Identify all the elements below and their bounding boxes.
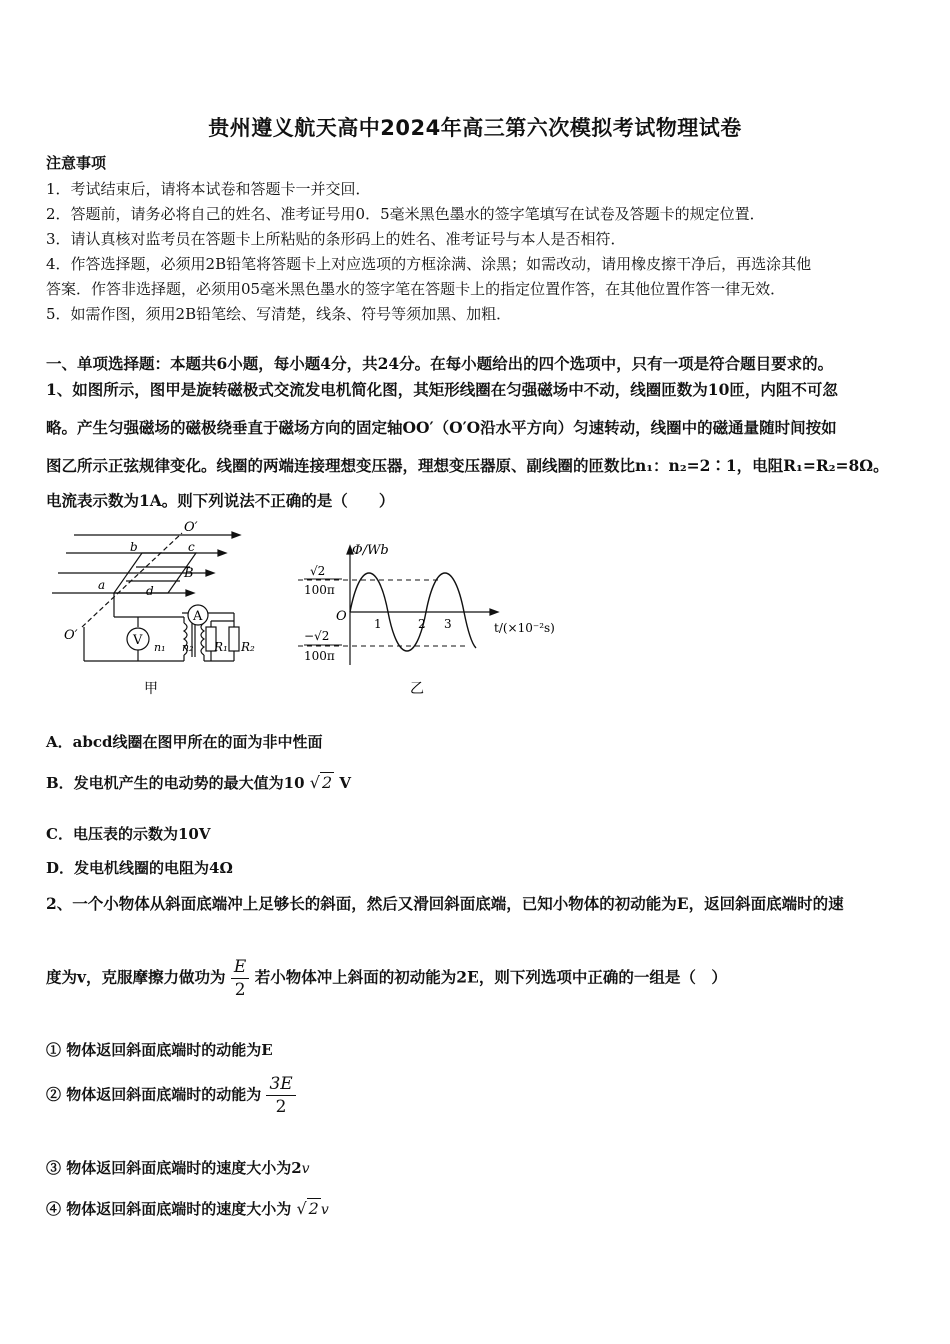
axis-label-bottom: O′ <box>64 628 78 643</box>
page-title: 贵州遵义航天高中2024年高三第六次模拟考试物理试卷 <box>208 116 742 140</box>
fraction: $\frac{3E}{2}$ <box>266 1073 295 1118</box>
note-item: 4．作答选择题，必须用2B铅笔将答题卡上对应选项的方框涂满、涂黑；如需改动，请用橡皮擦干净后，再选涂其他 <box>46 255 812 273</box>
y-max-numerator: √2 <box>310 564 326 578</box>
notes-heading: 注意事项 <box>46 154 107 172</box>
y-axis-label: Φ/Wb <box>352 543 389 558</box>
y-min-numerator: −√2 <box>304 629 330 643</box>
y-max-denominator: 100π <box>304 583 335 597</box>
q1-option-b: B．发电机产生的电动势的最大值为10 √ 2 V <box>46 773 352 792</box>
coil-label-a: a <box>98 578 106 592</box>
origin-label: O <box>336 609 347 624</box>
q1-option-a: A．abcd线圈在图甲所在的面为非中性面 <box>46 733 323 751</box>
q1-line: 1、如图所示，图甲是旋转磁极式交流发电机简化图，其矩形线圈在匀强磁场中不动，线圈匝数为10匝，内阻不可忽 <box>46 380 838 399</box>
generator-circuit-figure <box>46 515 276 705</box>
q1-line: 略。产生匀强磁场的磁极绕垂直于磁场方向的固定轴OO′（O′O沿水平方向）匀速转动，线圈中的磁通量随时间按如 <box>46 418 837 437</box>
primary-turns-label: n₁ <box>154 641 166 654</box>
q2-line: 度为v，克服摩擦力做功为 $\frac{E}{2}$ 若小物体冲上斜面的初动能为2E，则下列选项中正确的一组是（ ） <box>46 957 727 1000</box>
y-min-denominator: 100π <box>304 649 335 663</box>
note-item: 5．如需作图，须用2B铅笔绘、写清楚，线条、符号等须加黑、加粗． <box>46 305 512 323</box>
field-label-b: B <box>184 566 194 581</box>
x-tick-2: 2 <box>418 617 426 631</box>
coil-label-c: c <box>188 540 195 554</box>
q1-line: 图乙所示正弦规律变化。线圈的两端连接理想变压器，理想变压器原、副线圈的匝数比n₁：n₂=2∶1，电阻R₁=R₂=8Ω。 <box>46 456 889 475</box>
q2-statement-2: ② 物体返回斜面底端时的动能为 $\frac{3E}{2}$ <box>46 1073 296 1118</box>
note-item: 答案．作答非选择题，必须用05毫米黑色墨水的签字笔在答题卡上的指定位置作答，在其他位置作答一律无效． <box>46 280 786 298</box>
q1-option-d: D．发电机线圈的电阻为4Ω <box>46 859 233 877</box>
q2-statement-1: ① 物体返回斜面底端时的动能为E <box>46 1041 273 1059</box>
axis-label-top: O′ <box>184 520 198 535</box>
coil-label-d: d <box>146 584 154 598</box>
q2-line: 2、一个小物体从斜面底端冲上足够长的斜面，然后又滑回斜面底端，已知小物体的初动能为E，返回斜面底端时的速 <box>46 894 844 913</box>
x-axis-label: t/(×10⁻²s) <box>494 621 555 635</box>
note-item: 1．考试结束后，请将本试卷和答题卡一并交回． <box>46 180 371 198</box>
flux-time-graph <box>290 540 580 705</box>
q2-statement-3: ③ 物体返回斜面底端时的速度大小为2v <box>46 1159 310 1177</box>
r2-label: R₂ <box>241 640 255 654</box>
ammeter-label: A <box>193 609 203 624</box>
sqrt-expression: √ 2 <box>309 773 333 792</box>
note-item: 2．答题前，请务必将自己的姓名、准考证号用0．5毫米黑色墨水的签字笔填写在试卷及答题卡的规定位置． <box>46 205 765 223</box>
secondary-turns-label: n₂ <box>182 641 194 654</box>
coil-label-b: b <box>130 540 138 554</box>
x-tick-1: 1 <box>374 617 382 631</box>
fraction: $\frac{E}{2}$ <box>231 956 249 1001</box>
r1-label: R₁ <box>214 640 228 654</box>
q1-line: 电流表示数为1A。则下列说法不正确的是（ ） <box>46 491 395 510</box>
figure-caption-right: 乙 <box>410 681 424 697</box>
section-heading: 一、单项选择题：本题共6小题，每小题4分，共24分。在每小题给出的四个选项中，只有一项是符合题目要求的。 <box>46 354 834 373</box>
x-tick-3: 3 <box>444 617 452 631</box>
q2-statement-4: ④ 物体返回斜面底端时的速度大小为 √ 2 v <box>46 1199 329 1218</box>
figure-caption-left: 甲 <box>144 681 158 697</box>
note-item: 3．请认真核对监考员在答题卡上所粘贴的条形码上的姓名、准考证号与本人是否相符． <box>46 230 626 248</box>
q1-option-c: C．电压表的示数为10V <box>46 825 211 843</box>
voltmeter-label: V <box>133 633 143 648</box>
sqrt-expression: √ 2 <box>296 1199 319 1218</box>
